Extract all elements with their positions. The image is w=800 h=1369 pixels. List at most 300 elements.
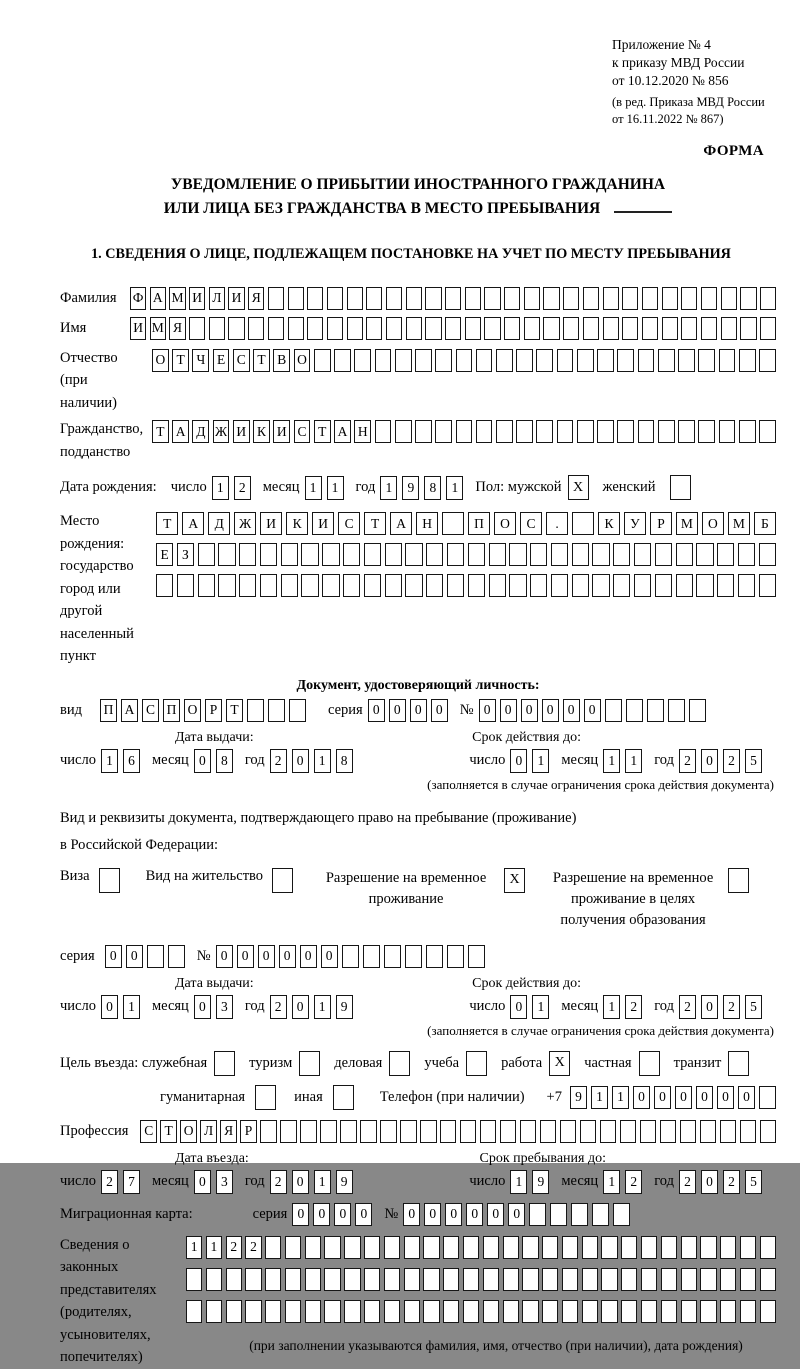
- char-box[interactable]: 9: [570, 1086, 587, 1109]
- char-box[interactable]: [305, 1236, 321, 1259]
- char-box[interactable]: [400, 1120, 416, 1143]
- char-box[interactable]: [530, 543, 547, 566]
- char-box[interactable]: 1: [532, 995, 549, 1019]
- char-box[interactable]: [344, 1268, 360, 1291]
- char-box[interactable]: [384, 1268, 400, 1291]
- char-box[interactable]: О: [180, 1120, 196, 1143]
- char-box[interactable]: [322, 574, 339, 597]
- char-box[interactable]: [186, 1268, 202, 1291]
- char-box[interactable]: Д: [208, 512, 230, 535]
- char-box[interactable]: 2: [270, 995, 287, 1019]
- char-box[interactable]: Т: [314, 420, 331, 443]
- char-box[interactable]: 1: [603, 995, 620, 1019]
- char-box[interactable]: 0: [292, 749, 309, 773]
- char-box[interactable]: [760, 287, 776, 310]
- char-box[interactable]: [562, 1300, 578, 1323]
- char-box[interactable]: [717, 574, 734, 597]
- char-box[interactable]: [597, 420, 614, 443]
- char-box[interactable]: 0: [194, 749, 211, 773]
- char-box[interactable]: 1: [327, 476, 344, 500]
- char-box[interactable]: 9: [402, 476, 419, 500]
- char-box[interactable]: Р: [650, 512, 672, 535]
- char-box[interactable]: [476, 420, 493, 443]
- char-box[interactable]: 0: [510, 995, 527, 1019]
- char-box[interactable]: 0: [696, 1086, 713, 1109]
- char-box[interactable]: 0: [717, 1086, 734, 1109]
- char-box[interactable]: [206, 1300, 222, 1323]
- char-box[interactable]: Т: [364, 512, 386, 535]
- char-box[interactable]: [613, 1203, 630, 1226]
- char-box[interactable]: [342, 945, 359, 968]
- char-box[interactable]: 2: [245, 1236, 261, 1259]
- char-box[interactable]: 1: [446, 476, 463, 500]
- char-box[interactable]: [285, 1300, 301, 1323]
- char-box[interactable]: [740, 1268, 756, 1291]
- char-box[interactable]: 2: [723, 995, 740, 1019]
- char-box[interactable]: [484, 287, 500, 310]
- char-box[interactable]: И: [312, 512, 334, 535]
- char-box[interactable]: [320, 1120, 336, 1143]
- char-box[interactable]: Т: [152, 420, 169, 443]
- char-box[interactable]: [641, 1236, 657, 1259]
- char-box[interactable]: 1: [314, 749, 331, 773]
- char-box[interactable]: Р: [240, 1120, 256, 1143]
- char-box[interactable]: 2: [625, 1170, 642, 1194]
- char-box[interactable]: [226, 1268, 242, 1291]
- char-box[interactable]: Б: [754, 512, 776, 535]
- char-box[interactable]: [601, 1236, 617, 1259]
- char-box[interactable]: [522, 1268, 538, 1291]
- char-box[interactable]: 0: [445, 1203, 462, 1226]
- char-box[interactable]: [759, 420, 776, 443]
- char-box[interactable]: [364, 543, 381, 566]
- char-box[interactable]: [563, 317, 579, 340]
- char-box[interactable]: Я: [248, 287, 264, 310]
- char-box[interactable]: Ж: [213, 420, 230, 443]
- char-box[interactable]: [435, 349, 452, 372]
- char-box[interactable]: [536, 349, 553, 372]
- char-box[interactable]: [516, 420, 533, 443]
- char-box[interactable]: [425, 317, 441, 340]
- char-box[interactable]: 2: [101, 1170, 118, 1194]
- char-box[interactable]: 0: [334, 1203, 351, 1226]
- char-box[interactable]: [658, 349, 675, 372]
- sex-male-checkbox[interactable]: X: [568, 475, 589, 500]
- char-box[interactable]: [626, 699, 643, 722]
- char-box[interactable]: [435, 420, 452, 443]
- char-box[interactable]: 0: [126, 945, 143, 968]
- char-box[interactable]: 1: [380, 476, 397, 500]
- char-box[interactable]: Н: [416, 512, 438, 535]
- char-box[interactable]: [721, 287, 737, 310]
- char-box[interactable]: [655, 574, 672, 597]
- char-box[interactable]: [759, 543, 776, 566]
- char-box[interactable]: [580, 1120, 596, 1143]
- char-box[interactable]: К: [253, 420, 270, 443]
- char-box[interactable]: [209, 317, 225, 340]
- char-box[interactable]: [601, 1300, 617, 1323]
- char-box[interactable]: 0: [279, 945, 296, 968]
- char-box[interactable]: [557, 349, 574, 372]
- char-box[interactable]: [384, 945, 401, 968]
- char-box[interactable]: Я: [169, 317, 185, 340]
- char-box[interactable]: [404, 1236, 420, 1259]
- char-box[interactable]: О: [494, 512, 516, 535]
- char-box[interactable]: [700, 1236, 716, 1259]
- char-box[interactable]: 0: [521, 699, 538, 722]
- char-box[interactable]: [721, 317, 737, 340]
- char-box[interactable]: [668, 699, 685, 722]
- char-box[interactable]: [641, 1268, 657, 1291]
- char-box[interactable]: [582, 1300, 598, 1323]
- char-box[interactable]: [542, 1268, 558, 1291]
- char-box[interactable]: М: [169, 287, 185, 310]
- char-box[interactable]: С: [520, 512, 542, 535]
- char-box[interactable]: 0: [424, 1203, 441, 1226]
- char-box[interactable]: [426, 543, 443, 566]
- char-box[interactable]: [661, 1236, 677, 1259]
- char-box[interactable]: 2: [226, 1236, 242, 1259]
- char-box[interactable]: [740, 287, 756, 310]
- char-box[interactable]: [522, 1300, 538, 1323]
- char-box[interactable]: [740, 1300, 756, 1323]
- char-box[interactable]: [617, 349, 634, 372]
- char-box[interactable]: К: [286, 512, 308, 535]
- char-box[interactable]: [617, 420, 634, 443]
- char-box[interactable]: [622, 317, 638, 340]
- char-box[interactable]: [696, 574, 713, 597]
- char-box[interactable]: 0: [300, 945, 317, 968]
- char-box[interactable]: [186, 1300, 202, 1323]
- char-box[interactable]: [689, 699, 706, 722]
- char-box[interactable]: [530, 574, 547, 597]
- char-box[interactable]: 5: [745, 1170, 762, 1194]
- char-box[interactable]: А: [121, 699, 138, 722]
- char-box[interactable]: [156, 574, 173, 597]
- char-box[interactable]: [504, 287, 520, 310]
- char-box[interactable]: 1: [305, 476, 322, 500]
- char-box[interactable]: [247, 699, 264, 722]
- char-box[interactable]: [603, 287, 619, 310]
- char-box[interactable]: 0: [292, 995, 309, 1019]
- char-box[interactable]: [662, 317, 678, 340]
- char-box[interactable]: [384, 1236, 400, 1259]
- char-box[interactable]: 0: [584, 699, 601, 722]
- char-box[interactable]: [542, 1236, 558, 1259]
- char-box[interactable]: М: [728, 512, 750, 535]
- purpose-commercial-checkbox[interactable]: [389, 1051, 410, 1076]
- char-box[interactable]: 0: [258, 945, 275, 968]
- char-box[interactable]: 8: [424, 476, 441, 500]
- char-box[interactable]: 1: [625, 749, 642, 773]
- char-box[interactable]: [489, 543, 506, 566]
- char-box[interactable]: 1: [212, 476, 229, 500]
- char-box[interactable]: [740, 1236, 756, 1259]
- char-box[interactable]: 7: [123, 1170, 140, 1194]
- char-box[interactable]: [700, 1268, 716, 1291]
- char-box[interactable]: [503, 1268, 519, 1291]
- char-box[interactable]: [562, 1268, 578, 1291]
- char-box[interactable]: [738, 543, 755, 566]
- char-box[interactable]: [395, 349, 412, 372]
- char-box[interactable]: Т: [160, 1120, 176, 1143]
- char-box[interactable]: [536, 420, 553, 443]
- char-box[interactable]: [739, 349, 756, 372]
- char-box[interactable]: 1: [186, 1236, 202, 1259]
- char-box[interactable]: [509, 543, 526, 566]
- char-box[interactable]: [700, 1300, 716, 1323]
- char-box[interactable]: [681, 1268, 697, 1291]
- char-box[interactable]: [759, 574, 776, 597]
- char-box[interactable]: 0: [675, 1086, 692, 1109]
- char-box[interactable]: 3: [216, 995, 233, 1019]
- char-box[interactable]: 0: [466, 1203, 483, 1226]
- char-box[interactable]: [239, 543, 256, 566]
- char-box[interactable]: [720, 1120, 736, 1143]
- char-box[interactable]: [260, 1120, 276, 1143]
- char-box[interactable]: 0: [654, 1086, 671, 1109]
- char-box[interactable]: [740, 1120, 756, 1143]
- char-box[interactable]: [343, 574, 360, 597]
- char-box[interactable]: И: [260, 512, 282, 535]
- char-box[interactable]: 1: [123, 995, 140, 1019]
- char-box[interactable]: [443, 1236, 459, 1259]
- char-box[interactable]: [681, 287, 697, 310]
- char-box[interactable]: 0: [542, 699, 559, 722]
- char-box[interactable]: [248, 317, 264, 340]
- option-temp-residence-education-checkbox[interactable]: [728, 868, 749, 893]
- char-box[interactable]: 0: [479, 699, 496, 722]
- char-box[interactable]: Ч: [192, 349, 209, 372]
- char-box[interactable]: 1: [314, 1170, 331, 1194]
- char-box[interactable]: П: [100, 699, 117, 722]
- char-box[interactable]: [404, 1268, 420, 1291]
- char-box[interactable]: [759, 1086, 776, 1109]
- char-box[interactable]: 6: [123, 749, 140, 773]
- char-box[interactable]: 0: [487, 1203, 504, 1226]
- char-box[interactable]: [642, 287, 658, 310]
- char-box[interactable]: [343, 543, 360, 566]
- char-box[interactable]: [592, 1203, 609, 1226]
- char-box[interactable]: 1: [603, 749, 620, 773]
- char-box[interactable]: 0: [410, 699, 427, 722]
- char-box[interactable]: [423, 1268, 439, 1291]
- char-box[interactable]: 0: [216, 945, 233, 968]
- char-box[interactable]: [634, 543, 651, 566]
- char-box[interactable]: [551, 574, 568, 597]
- char-box[interactable]: [621, 1268, 637, 1291]
- char-box[interactable]: [678, 420, 695, 443]
- char-box[interactable]: [621, 1300, 637, 1323]
- char-box[interactable]: [354, 349, 371, 372]
- char-box[interactable]: [340, 1120, 356, 1143]
- char-box[interactable]: 0: [313, 1203, 330, 1226]
- char-box[interactable]: [720, 1300, 736, 1323]
- char-box[interactable]: [605, 699, 622, 722]
- char-box[interactable]: [463, 1300, 479, 1323]
- char-box[interactable]: [281, 574, 298, 597]
- char-box[interactable]: [426, 945, 443, 968]
- char-box[interactable]: [324, 1236, 340, 1259]
- char-box[interactable]: 0: [431, 699, 448, 722]
- char-box[interactable]: 0: [194, 1170, 211, 1194]
- purpose-private-checkbox[interactable]: [639, 1051, 660, 1076]
- char-box[interactable]: 0: [321, 945, 338, 968]
- char-box[interactable]: [680, 1120, 696, 1143]
- char-box[interactable]: [386, 317, 402, 340]
- char-box[interactable]: [406, 317, 422, 340]
- char-box[interactable]: С: [142, 699, 159, 722]
- char-box[interactable]: Т: [156, 512, 178, 535]
- char-box[interactable]: [405, 945, 422, 968]
- char-box[interactable]: [445, 287, 461, 310]
- char-box[interactable]: [177, 574, 194, 597]
- char-box[interactable]: 8: [336, 749, 353, 773]
- char-box[interactable]: [582, 1268, 598, 1291]
- char-box[interactable]: [660, 1120, 676, 1143]
- char-box[interactable]: 0: [508, 1203, 525, 1226]
- char-box[interactable]: Л: [209, 287, 225, 310]
- char-box[interactable]: [265, 1300, 281, 1323]
- char-box[interactable]: [468, 543, 485, 566]
- char-box[interactable]: [620, 1120, 636, 1143]
- char-box[interactable]: [641, 1300, 657, 1323]
- char-box[interactable]: Е: [213, 349, 230, 372]
- char-box[interactable]: [288, 287, 304, 310]
- char-box[interactable]: [364, 1300, 380, 1323]
- char-box[interactable]: [739, 420, 756, 443]
- char-box[interactable]: [577, 420, 594, 443]
- char-box[interactable]: 0: [368, 699, 385, 722]
- char-box[interactable]: [463, 1268, 479, 1291]
- char-box[interactable]: 9: [532, 1170, 549, 1194]
- char-box[interactable]: [468, 945, 485, 968]
- char-box[interactable]: [364, 1236, 380, 1259]
- char-box[interactable]: [701, 317, 717, 340]
- char-box[interactable]: [386, 287, 402, 310]
- char-box[interactable]: И: [228, 287, 244, 310]
- char-box[interactable]: [760, 1300, 776, 1323]
- char-box[interactable]: 2: [679, 995, 696, 1019]
- char-box[interactable]: [524, 317, 540, 340]
- char-box[interactable]: 1: [532, 749, 549, 773]
- char-box[interactable]: 0: [237, 945, 254, 968]
- char-box[interactable]: И: [130, 317, 146, 340]
- char-box[interactable]: [509, 574, 526, 597]
- char-box[interactable]: [740, 317, 756, 340]
- char-box[interactable]: 2: [723, 1170, 740, 1194]
- char-box[interactable]: [404, 1300, 420, 1323]
- char-box[interactable]: [364, 1268, 380, 1291]
- char-box[interactable]: 0: [292, 1203, 309, 1226]
- char-box[interactable]: В: [273, 349, 290, 372]
- char-box[interactable]: [405, 574, 422, 597]
- char-box[interactable]: [268, 287, 284, 310]
- char-box[interactable]: 0: [701, 995, 718, 1019]
- char-box[interactable]: [301, 574, 318, 597]
- char-box[interactable]: [483, 1268, 499, 1291]
- char-box[interactable]: [442, 512, 464, 535]
- char-box[interactable]: [423, 1236, 439, 1259]
- char-box[interactable]: 3: [216, 1170, 233, 1194]
- char-box[interactable]: [572, 574, 589, 597]
- char-box[interactable]: [496, 420, 513, 443]
- char-box[interactable]: [522, 1236, 538, 1259]
- char-box[interactable]: [395, 420, 412, 443]
- char-box[interactable]: [577, 349, 594, 372]
- char-box[interactable]: [423, 1300, 439, 1323]
- char-box[interactable]: [681, 1300, 697, 1323]
- purpose-humanitarian-checkbox[interactable]: [255, 1085, 276, 1110]
- char-box[interactable]: [520, 1120, 536, 1143]
- char-box[interactable]: [245, 1268, 261, 1291]
- char-box[interactable]: [483, 1300, 499, 1323]
- char-box[interactable]: К: [598, 512, 620, 535]
- char-box[interactable]: Т: [253, 349, 270, 372]
- char-box[interactable]: Р: [205, 699, 222, 722]
- char-box[interactable]: [447, 543, 464, 566]
- char-box[interactable]: А: [172, 420, 189, 443]
- char-box[interactable]: [551, 543, 568, 566]
- purpose-business-checkbox[interactable]: [214, 1051, 235, 1076]
- char-box[interactable]: [366, 287, 382, 310]
- char-box[interactable]: [385, 574, 402, 597]
- char-box[interactable]: И: [233, 420, 250, 443]
- char-box[interactable]: [347, 317, 363, 340]
- char-box[interactable]: [719, 420, 736, 443]
- char-box[interactable]: [647, 699, 664, 722]
- char-box[interactable]: [540, 1120, 556, 1143]
- char-box[interactable]: [268, 317, 284, 340]
- sex-female-checkbox[interactable]: [670, 475, 691, 500]
- char-box[interactable]: О: [294, 349, 311, 372]
- char-box[interactable]: [760, 317, 776, 340]
- char-box[interactable]: [245, 1300, 261, 1323]
- char-box[interactable]: 9: [336, 995, 353, 1019]
- char-box[interactable]: [613, 543, 630, 566]
- char-box[interactable]: [760, 1236, 776, 1259]
- char-box[interactable]: [483, 1236, 499, 1259]
- option-temp-residence-checkbox[interactable]: X: [504, 868, 525, 893]
- char-box[interactable]: О: [184, 699, 201, 722]
- char-box[interactable]: [676, 574, 693, 597]
- char-box[interactable]: [700, 1120, 716, 1143]
- char-box[interactable]: Д: [192, 420, 209, 443]
- char-box[interactable]: [698, 349, 715, 372]
- char-box[interactable]: М: [676, 512, 698, 535]
- char-box[interactable]: [301, 543, 318, 566]
- char-box[interactable]: 0: [563, 699, 580, 722]
- char-box[interactable]: [621, 1236, 637, 1259]
- char-box[interactable]: [717, 543, 734, 566]
- char-box[interactable]: У: [624, 512, 646, 535]
- option-residence-permit-checkbox[interactable]: [272, 868, 293, 893]
- char-box[interactable]: [600, 1120, 616, 1143]
- char-box[interactable]: [480, 1120, 496, 1143]
- char-box[interactable]: [622, 287, 638, 310]
- char-box[interactable]: [720, 1236, 736, 1259]
- char-box[interactable]: 1: [591, 1086, 608, 1109]
- char-box[interactable]: 9: [336, 1170, 353, 1194]
- char-box[interactable]: [218, 574, 235, 597]
- char-box[interactable]: С: [338, 512, 360, 535]
- char-box[interactable]: [189, 317, 205, 340]
- char-box[interactable]: П: [468, 512, 490, 535]
- char-box[interactable]: [314, 349, 331, 372]
- char-box[interactable]: [226, 1300, 242, 1323]
- char-box[interactable]: [285, 1236, 301, 1259]
- char-box[interactable]: [375, 420, 392, 443]
